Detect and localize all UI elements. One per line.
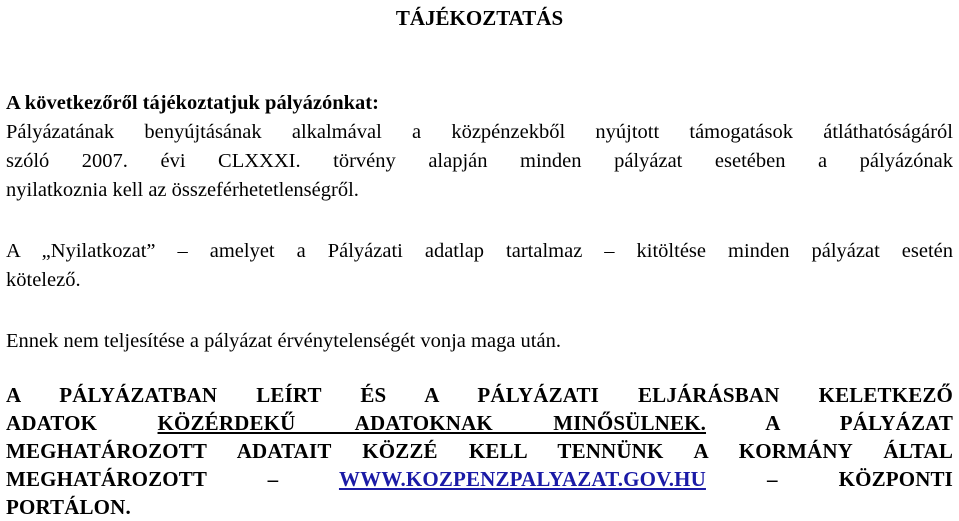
- notice-line-2-post: A PÁLYÁZAT: [765, 411, 954, 435]
- notice-line-2-pre: ADATOK: [6, 411, 98, 435]
- notice-line-2: [6, 409, 953, 437]
- notice-line-1: A PÁLYÁZATBAN LEÍRT ÉS A PÁLYÁZATI ELJÁRÁSBAN KELETKEZŐ: [6, 383, 953, 407]
- intro-paragraph: [6, 89, 953, 205]
- notice-line-5: PORTÁLON.: [6, 495, 131, 519]
- notice-line-4: [6, 465, 953, 493]
- invalidity-paragraph: [6, 327, 953, 356]
- invalidity-text: Ennek nem teljesítése a pályázat érvénytelenségét vonja maga után.: [6, 330, 561, 352]
- intro-line-2: szóló 2007. évi CLXXXI. törvény alapján minden pályázat esetében a pályázónak: [6, 150, 953, 172]
- notice-line-4-pre: MEGHATÁROZOTT –: [6, 467, 279, 491]
- declaration-paragraph: [6, 237, 953, 295]
- declaration-line-1: A „Nyilatkozat” – amelyet a Pályázati adatlap tartalmaz – kitöltése minden pályázat esetén: [6, 240, 953, 262]
- notice-line-3: MEGHATÁROZOTT ADATAIT KÖZZÉ KELL TENNÜNK A KORMÁNY ÁLTAL: [6, 439, 953, 463]
- intro-line-1: Pályázatának benyújtásának alkalmával a közpénzekből nyújtott támogatások átláthatóságáról: [6, 121, 953, 143]
- document-title: TÁJÉKOZTATÁS: [395, 6, 564, 30]
- notice-line-4-post: – KÖZPONTI: [766, 467, 953, 491]
- intro-lead: A következőről tájékoztatjuk pályázónkat:: [6, 92, 379, 114]
- portal-link[interactable]: WWW.KOZPENZPALYAZAT.GOV.HU: [338, 467, 706, 491]
- public-data-notice: [6, 381, 953, 521]
- notice-underlined-text: KÖZÉRDEKŰ ADATOKNAK MINŐSÜLNEK.: [157, 411, 707, 435]
- declaration-line-2: kötelező.: [6, 269, 81, 291]
- intro-line-3: nyilatkoznia kell az összeférhetetlenségről.: [6, 179, 359, 201]
